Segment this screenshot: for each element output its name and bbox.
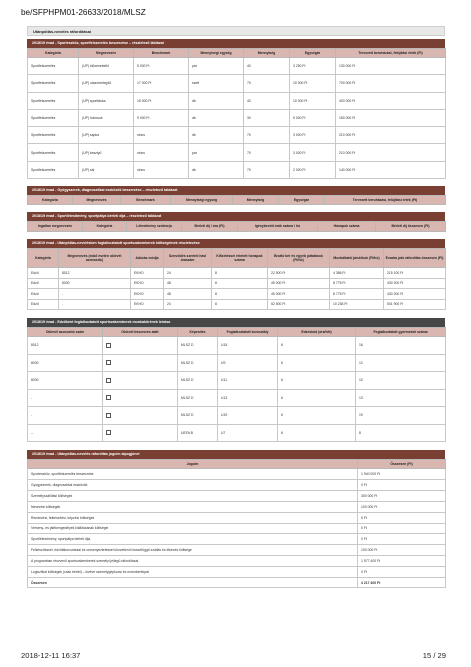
table-cell: MLSZ D [178,372,218,390]
checkbox[interactable] [106,378,111,383]
table-cell: 6 [278,337,356,355]
table-row [28,289,446,300]
table-cell: 8012 [59,268,131,279]
table-cell: 8 [212,299,268,310]
table-cell: 700 000 Ft [336,75,446,92]
table-cell: Rendezési, felkészítési, képzési költségek [28,512,358,523]
table-cell: U9 [218,354,278,372]
table-cell: MLSZ D [178,389,218,407]
t1-header: Mennyiség [244,49,290,58]
table-cell: EKHO [131,278,164,289]
table-cell: 210 000 Ft [336,144,446,161]
t2-header: Tervezett beruházási, felújítási érték (Ft) [325,196,446,205]
table-row [28,501,446,512]
t1-header: Benchmark [134,49,189,58]
t3-header-row [28,222,446,232]
table-cell: pár [189,144,244,161]
table-cell: EKHO [131,268,164,279]
t5-header-row [28,328,446,337]
table-cell: 0 Ft [358,534,446,545]
t1-header: Tervezett beruházási, felújítási érték (Ft) [336,49,446,58]
table-row [28,512,446,523]
table-cell: U7 [218,424,278,442]
t4-header: Szerződés szerinti havi óraszám [164,249,212,268]
table-cell: Sportlétesítmény, sportpálya bérleti díja [28,534,358,545]
table-cell: 130 000 Ft [336,58,446,75]
table-cell: 10 [356,372,446,390]
table-row [28,545,446,556]
t2-title: 2018/19 évad - Gyógyszerek, diagnosztikai eszközök beszerzése – részletező táblázat [27,186,445,195]
table-row [28,278,446,289]
table-cell: A programban részvevő sportszakemberek személyi jellegű ráfordításai [28,556,358,567]
table-cell: 40 [244,58,290,75]
table-cell: (UP) sál [79,161,134,178]
table-cell: 12 [356,354,446,372]
checkbox-cell [103,372,178,390]
table-cell: 24 [164,299,212,310]
table-cell: -- [28,424,103,442]
table-cell: db [189,92,244,109]
table-cell: 3 000 Ft [290,144,336,161]
table-cell: db [189,127,244,144]
table-cell: 10 238 Ft [330,299,384,310]
table-cell: szett [189,75,244,92]
table-row [28,354,446,372]
table-row [28,161,446,178]
table-cell: Felkészítéssel, edzőtáborozással és versenyeztetéssel közvetlenül összefüggő szállás és étkezés költsége [28,545,358,556]
t2-header: Megnevezés [73,196,121,205]
t6-header-row [28,460,446,469]
t1-header: Megnevezés [79,49,134,58]
table-cell: Sporteszköz, sportfelszerelés beszerzése [28,469,358,480]
t2-header: Egységár [279,196,325,205]
table-row [28,299,446,310]
table-cell: 215 100 Ft [384,268,446,279]
table-cell: 19 [356,407,446,425]
t2-header-row [28,196,446,205]
total-label: Összesen [28,577,358,588]
summary-table [27,459,446,588]
table-cell: 8030 [28,354,103,372]
t4-header: Bruttó bér és egyéb juttatások (Ft/hó) [268,249,330,268]
table-cell: Sportfelszerelés [28,92,79,109]
t4-header: Évadra jutó ráfordítás összesen (Ft) [384,249,446,268]
table-cell: 6 [278,372,356,390]
table-cell: 40 [244,92,290,109]
medicine-table [27,195,446,205]
checkbox[interactable] [106,430,111,435]
table-cell: EKHO [131,299,164,310]
table-cell: Edző [28,278,59,289]
table-cell: 6 [278,354,356,372]
table-cell: 70 [244,127,290,144]
table-cell: MLSZ D [178,354,218,372]
checkbox[interactable] [106,343,111,348]
checkbox[interactable] [106,413,111,418]
total-value: 4 217 400 Ft [358,577,446,588]
table-cell: MLSZ D [178,337,218,355]
t4-header: Kategória [28,249,59,268]
checkbox-cell [103,424,178,442]
table-row [28,389,446,407]
table-cell: 45 000 Ft [268,278,330,289]
table-cell: - [59,299,131,310]
footer-date: 2018-12-11 16:37 [21,651,81,660]
table-row [28,567,446,578]
table-cell: Sportfelszerelés [28,127,79,144]
table-cell: 430 200 Ft [384,289,446,300]
equipment-table [27,48,446,179]
t4-header: Munkáltatói járulékok (Ft/hó) [330,249,384,268]
table-cell: 430 200 Ft [384,278,446,289]
table-cell: Gyógyszerek, diagnosztikai eszközök [28,479,358,490]
table-cell: Nevezési költségek [28,501,358,512]
table-row [28,337,446,355]
t3-header: Kategória [83,222,127,232]
table-cell: 100 000 Ft [358,545,446,556]
table-cell: EKHO [131,289,164,300]
table-row [28,127,446,144]
t5-header: Oklevél beszerzés alatt [103,328,178,337]
table-row [28,407,446,425]
table-cell: 0 Ft [358,512,446,523]
table-cell: 150 000 Ft [336,109,446,126]
table-cell: UEFA B [178,424,218,442]
facility-rent-table [27,221,446,232]
table-row [28,469,446,480]
table-row [28,424,446,442]
table-cell: 5 000 Ft [290,109,336,126]
table-row [28,268,446,279]
t3-header: Igénybevett órák száma / hó [238,222,318,232]
t5-header: Foglalkoztatott korosztály [218,328,278,337]
table-cell: Verseny- és játékengedélyek kiállításának költségei [28,523,358,534]
document-id: be/SFPHPM01-26633/2018/MLSZ [21,8,146,17]
table-cell: Sportfelszerelés [28,58,79,75]
table-cell: - [59,289,131,300]
checkbox-cell [103,407,178,425]
t4-header: Megnevezés (edző esetén oklevél azonosító) [59,249,131,268]
table-cell: - [28,407,103,425]
table-cell: Edző [28,299,59,310]
table-cell: 30 [244,109,290,126]
t5-header: Foglalkoztatott gyermekek száma [356,328,446,337]
table-cell: U15 [218,337,278,355]
table-cell: 0 Ft [358,523,446,534]
table-cell: 501 900 Ft [384,299,446,310]
table-cell: 100 000 Ft [358,501,446,512]
table-cell: 5 000 Ft [134,58,189,75]
t1-header: Egységár [290,49,336,58]
table-cell: 13 [356,389,446,407]
table-cell: Személyszállítási költségek [28,490,358,501]
t1-header: Mennyiségi egység [189,49,244,58]
table-cell: 8030 [59,278,131,289]
table-cell: (UP) sapka [79,127,134,144]
table-cell: U13 [218,389,278,407]
table-cell: db [189,161,244,178]
table-cell: 16 [356,337,446,355]
t4-header: Kifizetéssel érintett hónapok száma [212,249,268,268]
t3-header: Hónapok száma [318,222,376,232]
t3-header: Bérleti díj összesen (Ft) [376,222,446,232]
t1-title: 2018/19 évad - Sporteszköz, sportfelszerelés beszerzése – részletező táblázat [27,39,445,48]
summary-total-row [28,577,446,588]
t3-header: Bérleti díj / óra (Ft) [182,222,238,232]
t6-header: Összesen (Ft) [358,460,446,469]
table-cell: 8 775 Ft [330,278,384,289]
table-cell: 24 [164,268,212,279]
coach-role-table [27,327,446,442]
table-cell: (UP) kesztyű [79,144,134,161]
table-cell: 8030 [28,372,103,390]
table-cell: 8012 [28,337,103,355]
t6-title: 2018/19 évad - Utánpótlás-nevelés ráfordítás jogcím alpogjónei [27,450,445,459]
checkbox[interactable] [106,395,111,400]
table-cell: 70 [244,161,290,178]
table-cell: Sportfelszerelés [28,109,79,126]
table-cell: nincs [134,144,189,161]
table-row [28,490,446,501]
t4-header-row [28,249,446,268]
table-cell: 4 386 Ft [330,268,384,279]
table-cell: (UP) futócsuk [79,109,134,126]
table-cell: 48 [164,289,212,300]
t5-title: 2018/19 évad - Edzőként foglalkoztatott sportszakemberek munkakörének leírása [27,318,445,327]
t5-header: Képesítés [178,328,218,337]
page-number: 15 / 29 [422,651,446,660]
t6-header: Jogcím [28,460,358,469]
report-sheet [27,26,445,588]
table-cell: U11 [218,372,278,390]
section-title: Utánpótlás-nevelés ráfordításai [27,26,445,36]
table-row [28,144,446,161]
t1-header: Kategória [28,49,79,58]
table-row [28,523,446,534]
table-cell: 6 [278,389,356,407]
table-row [28,479,446,490]
table-cell: (UP) időzenebellő [79,58,134,75]
table-cell: 8 [212,289,268,300]
checkbox-cell [103,389,178,407]
table-cell: 48 [164,278,212,289]
t4-title: 2018/19 évad - Utánpótlás-nevelésben foglalkoztatott sportszakemberek költségeinek részletezése [27,239,445,248]
table-cell: 300 000 Ft [358,490,446,501]
staff-cost-table [27,248,446,310]
table-cell: 10 000 Ft [290,92,336,109]
table-row [28,534,446,545]
table-cell: pár [189,58,244,75]
table-cell: 6 [278,424,356,442]
table-cell: 1 577 400 Ft [358,556,446,567]
table-cell: Edző [28,289,59,300]
table-cell: 400 000 Ft [336,92,446,109]
table-cell: 2 000 Ft [290,161,336,178]
table-cell: 70 [244,75,290,92]
table-cell: MLSZ D [178,407,218,425]
table-row [28,92,446,109]
table-cell: 22 500 Ft [268,268,330,279]
table-cell: 210 000 Ft [336,127,446,144]
t1-header-row [28,49,446,58]
t2-header: Benchmark [121,196,171,205]
table-cell: Sportfelszerelés [28,144,79,161]
checkbox-cell [103,337,178,355]
t2-header: Mennyiségi egység [171,196,233,205]
table-cell: 3 000 Ft [290,127,336,144]
table-cell: - [28,389,103,407]
t4-header: Adózás módja [131,249,164,268]
table-cell: 8 [356,424,446,442]
table-cell: db [189,109,244,126]
table-cell: 9 000 Ft [134,109,189,126]
t5-header: Edzéskód (óra/hét) [278,328,356,337]
table-row [28,556,446,567]
table-cell: (UP) sporttáska [79,92,134,109]
t2-header: Kategória [28,196,73,205]
table-cell: 8 [212,278,268,289]
table-row [28,75,446,92]
table-cell: 140 000 Ft [336,161,446,178]
table-row [28,58,446,75]
table-cell: (UP) utazómelegítő [79,75,134,92]
t3-title: 2018/19 évad - Sportlétesítmény, sportpálya bérleti díja – részletező táblázat [27,212,445,221]
table-cell: Edző [28,268,59,279]
table-cell: 17 000 Ft [134,75,189,92]
table-cell: Sportfelszerelés [28,161,79,178]
table-cell: 3 250 Ft [290,58,336,75]
table-cell: 8 [212,268,268,279]
table-cell: nincs [134,127,189,144]
table-cell: 0 Ft [358,567,446,578]
table-cell: 70 [244,144,290,161]
table-cell: 52 500 Ft [268,299,330,310]
table-cell: Sportfelszerelés [28,75,79,92]
checkbox-cell [103,354,178,372]
table-cell: 1 940 000 Ft [358,469,446,480]
t3-header: Létesítmény szektorja [127,222,182,232]
table-cell: 6 [278,407,356,425]
checkbox[interactable] [106,360,111,365]
table-cell: Logisztikai költségek (csak bérlet) – kivéve személygépkocsi és motorkerékpár [28,567,358,578]
table-row [28,109,446,126]
table-cell: 8 775 Ft [330,289,384,300]
t2-header: Mennyiség [233,196,279,205]
table-row [28,372,446,390]
t5-header: Oklevél azonosító szám [28,328,103,337]
table-cell: 0 Ft [358,479,446,490]
table-cell: 10 000 Ft [290,75,336,92]
table-cell: 15 000 Ft [134,92,189,109]
table-cell: U19 [218,407,278,425]
table-cell: nincs [134,161,189,178]
table-cell: 45 000 Ft [268,289,330,300]
t3-header: Ingatlan megnevezés [28,222,83,232]
